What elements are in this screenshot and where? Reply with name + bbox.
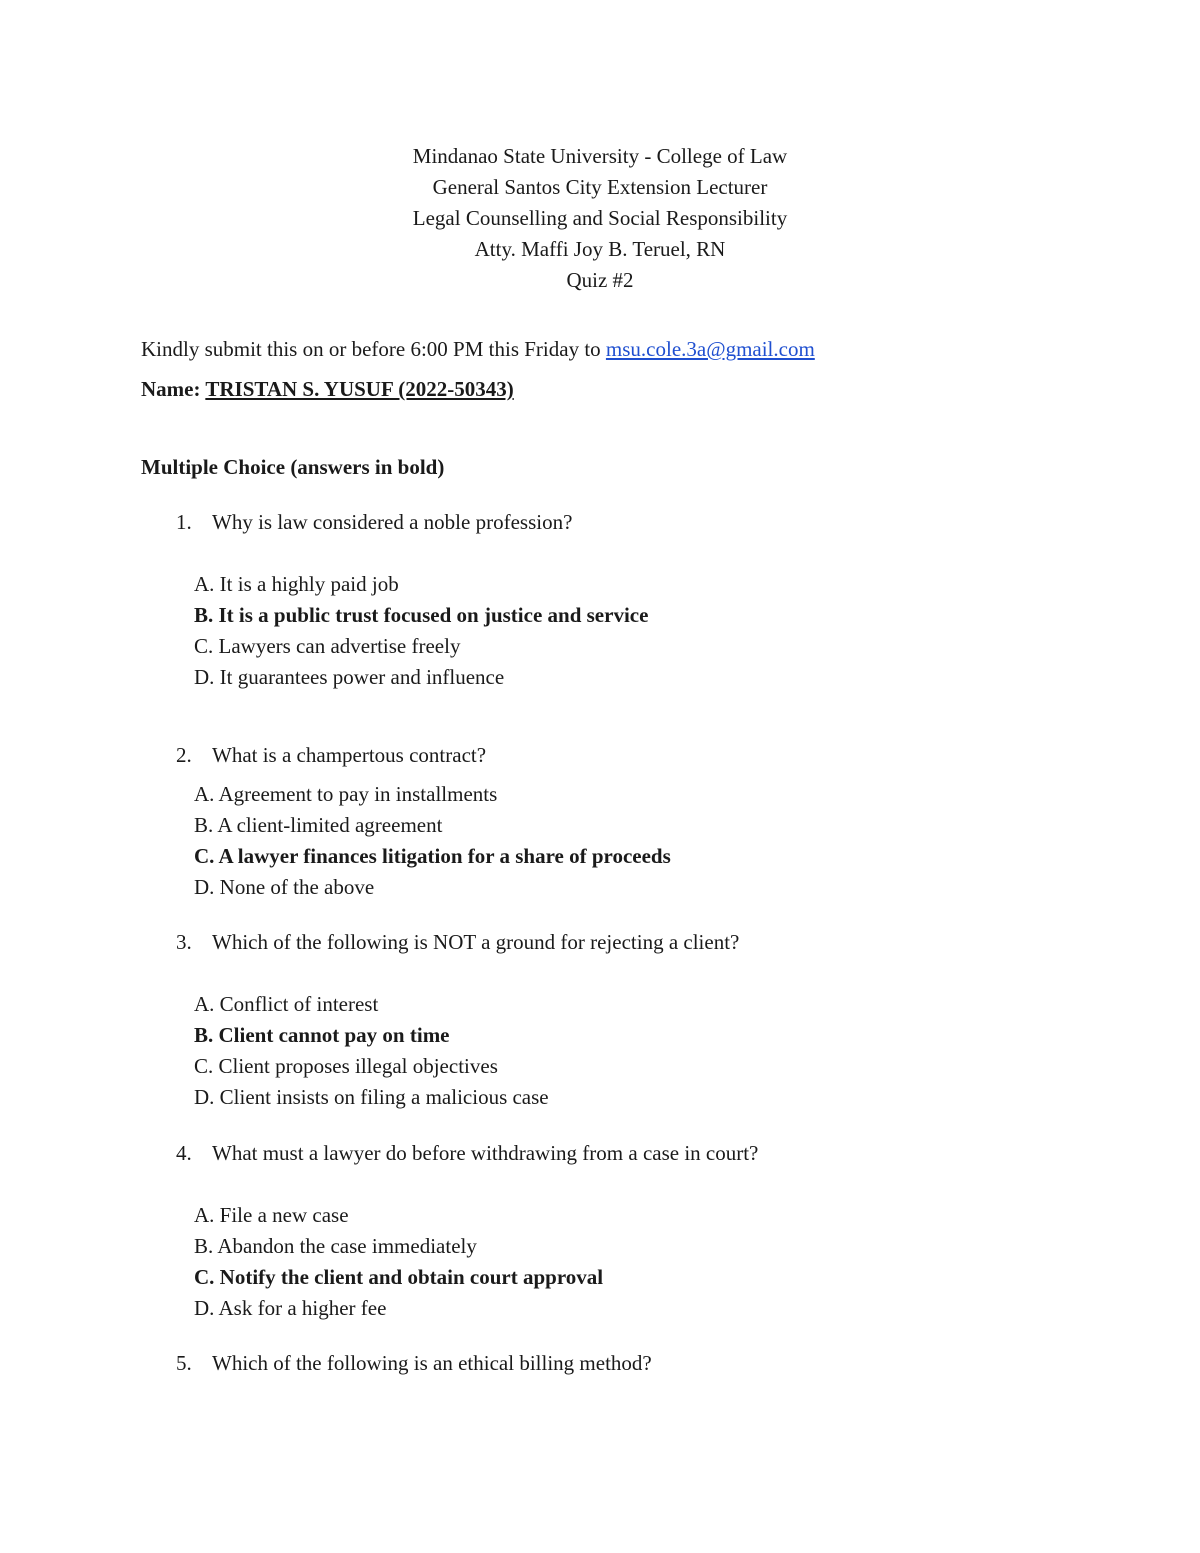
- question-number: 5.: [176, 1351, 192, 1375]
- choice-c-correct: C. Notify the client and obtain court approval: [194, 1265, 604, 1289]
- choice-b: B. A client-limited agreement: [194, 813, 443, 837]
- question-4: [176, 1138, 758, 1169]
- question-text: Why is law considered a noble profession?: [212, 510, 573, 534]
- lecturer-name: Atty. Maffi Joy B. Teruel, RN: [474, 237, 726, 261]
- extension-name: General Santos City Extension Lecturer: [432, 175, 768, 199]
- question-2: [176, 740, 486, 771]
- question-1-choices: [194, 569, 648, 693]
- choice-d: D. None of the above: [194, 875, 375, 899]
- choice-d: D. Client insists on filing a malicious case: [194, 1085, 549, 1109]
- choice-a: A. Agreement to pay in installments: [194, 782, 498, 806]
- question-2-choices: [194, 779, 671, 903]
- choice-d: D. It guarantees power and influence: [194, 665, 505, 689]
- question-4-choices: [194, 1200, 603, 1324]
- instructions-text: Kindly submit this on or before 6:00 PM this Friday to: [141, 337, 606, 361]
- university-name: Mindanao State University - College of Law: [412, 144, 788, 168]
- section-heading: Multiple Choice (answers in bold): [141, 455, 445, 479]
- choice-d: D. Ask for a higher fee: [194, 1296, 387, 1320]
- question-number: 1.: [176, 510, 192, 534]
- question-number: 4.: [176, 1141, 192, 1165]
- question-3: [176, 927, 739, 958]
- question-text: What is a champertous contract?: [212, 743, 487, 767]
- choice-c: C. Lawyers can advertise freely: [194, 634, 461, 658]
- choice-c: C. Client proposes illegal objectives: [194, 1054, 498, 1078]
- student-name-line: [141, 374, 514, 405]
- choice-a: A. File a new case: [194, 1203, 349, 1227]
- choice-c-correct: C. A lawyer finances litigation for a share of proceeds: [194, 844, 671, 868]
- question-text: Which of the following is an ethical billing method?: [212, 1351, 652, 1375]
- question-number: 2.: [176, 743, 192, 767]
- document-header: [0, 141, 1200, 296]
- choice-b: B. Abandon the case immediately: [194, 1234, 477, 1258]
- course-title: Legal Counselling and Social Responsibility: [412, 206, 788, 230]
- question-text: What must a lawyer do before withdrawing from a case in court?: [212, 1141, 759, 1165]
- choice-b-correct: B. Client cannot pay on time: [194, 1023, 450, 1047]
- email-link[interactable]: msu.cole.3a@gmail.com: [605, 337, 815, 361]
- question-number: 3.: [176, 930, 192, 954]
- choice-b-correct: B. It is a public trust focused on justice and service: [194, 603, 649, 627]
- question-1: [176, 507, 572, 538]
- question-5: [176, 1348, 652, 1379]
- quiz-title: Quiz #2: [566, 268, 634, 292]
- choice-a: A. It is a highly paid job: [194, 572, 399, 596]
- name-label: Name:: [141, 377, 206, 401]
- question-3-choices: [194, 989, 549, 1113]
- student-name: TRISTAN S. YUSUF (2022-50343): [205, 377, 514, 401]
- submission-instructions: [141, 334, 815, 365]
- question-text: Which of the following is NOT a ground for rejecting a client?: [212, 930, 740, 954]
- choice-a: A. Conflict of interest: [194, 992, 379, 1016]
